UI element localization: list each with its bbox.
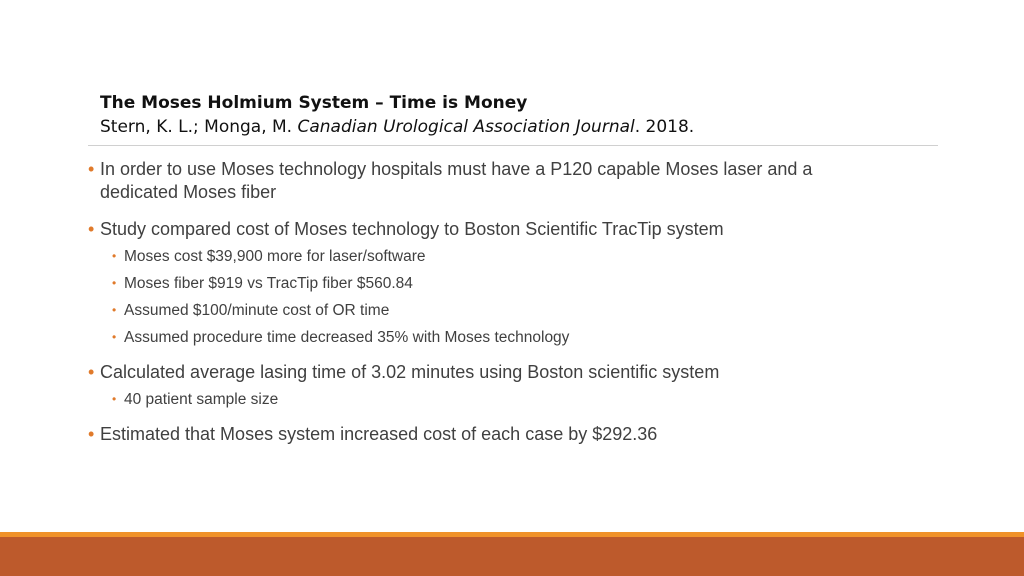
sub-bullet-list bbox=[100, 247, 888, 347]
bullet-item bbox=[88, 218, 888, 347]
bullet-list bbox=[88, 158, 888, 460]
bullet-icon: • bbox=[88, 424, 95, 444]
sub-bullet-item bbox=[100, 328, 888, 347]
sub-bullet-item bbox=[100, 274, 888, 293]
bullet-text: Study compared cost of Moses technology to Boston Scientific TracTip system bbox=[100, 219, 724, 239]
sub-bullet-icon: • bbox=[112, 276, 117, 290]
title-block bbox=[100, 92, 940, 140]
citation-authors: Stern, K. L.; Monga, M. bbox=[100, 117, 298, 137]
sub-bullet-icon: • bbox=[112, 392, 117, 406]
sub-bullet-item bbox=[100, 247, 888, 266]
sub-bullet-text: Moses cost $39,900 more for laser/software bbox=[124, 248, 426, 265]
title-divider bbox=[88, 145, 938, 146]
citation-year: . 2018. bbox=[634, 117, 695, 137]
bullet-text: Estimated that Moses system increased cost of each case by $292.36 bbox=[100, 424, 658, 444]
bullet-item bbox=[88, 158, 888, 204]
sub-bullet-text: Moses fiber $919 vs TracTip fiber $560.84 bbox=[124, 275, 413, 292]
sub-bullet-text: Assumed procedure time decreased 35% with Moses technology bbox=[124, 329, 570, 346]
citation-journal: Canadian Urological Association Journal bbox=[297, 117, 635, 137]
bullet-item bbox=[88, 361, 888, 409]
bullet-icon: • bbox=[88, 219, 95, 239]
citation bbox=[100, 114, 940, 140]
sub-bullet-icon: • bbox=[112, 303, 117, 317]
sub-bullet-icon: • bbox=[112, 330, 117, 344]
footer-band bbox=[0, 532, 1024, 576]
sub-bullet-icon: • bbox=[112, 249, 117, 263]
sub-bullet-item bbox=[100, 390, 888, 409]
bullet-icon: • bbox=[88, 159, 95, 179]
sub-bullet-text: Assumed $100/minute cost of OR time bbox=[124, 302, 390, 319]
bullet-icon: • bbox=[88, 362, 95, 382]
bullet-item bbox=[88, 423, 888, 446]
sub-bullet-text: 40 patient sample size bbox=[124, 391, 279, 408]
footer-bar bbox=[0, 537, 1024, 576]
bullet-text: Calculated average lasing time of 3.02 minutes using Boston scientific system bbox=[100, 362, 720, 382]
slide-title: The Moses Holmium System – Time is Money bbox=[100, 93, 528, 113]
sub-bullet-item bbox=[100, 301, 888, 320]
sub-bullet-list bbox=[100, 390, 888, 409]
bullet-text: In order to use Moses technology hospitals must have a P120 capable Moses laser and a dedicated Moses fiber bbox=[100, 159, 813, 202]
